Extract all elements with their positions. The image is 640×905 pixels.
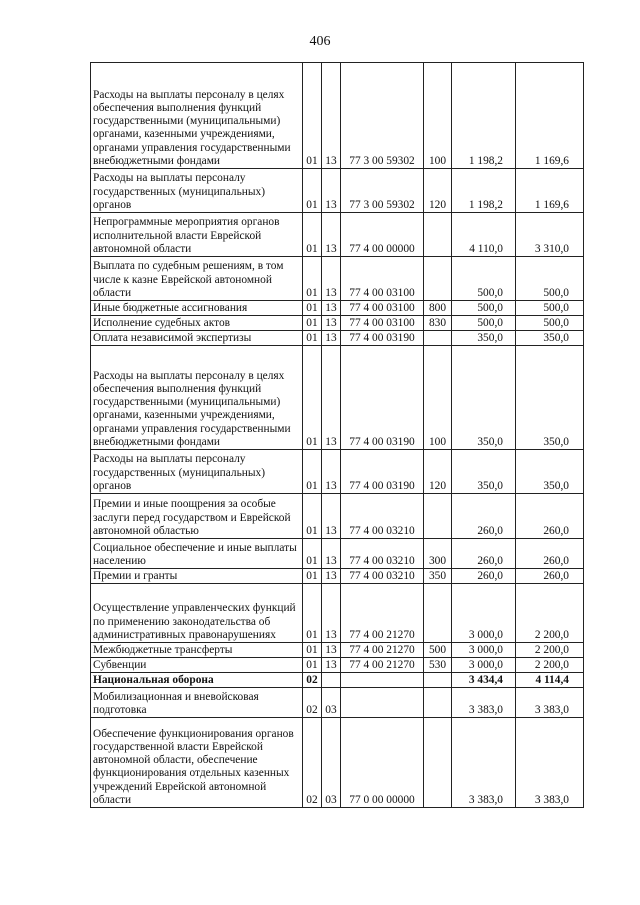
target-article-code: 77 0 00 00000 (341, 718, 424, 808)
amount-year-1: 1 198,2 (452, 169, 516, 213)
subsection-code: 13 (322, 316, 341, 331)
table-row (91, 331, 584, 346)
section-code: 02 (303, 688, 322, 718)
item-name: Субвенции (91, 658, 303, 673)
subsection-code: 13 (322, 569, 341, 584)
item-name: Межбюджетные трансферты (91, 643, 303, 658)
expense-type-code: 800 (424, 301, 452, 316)
expense-type-code (424, 331, 452, 346)
amount-year-1: 500,0 (452, 316, 516, 331)
amount-year-1: 3 383,0 (452, 688, 516, 718)
amount-year-1: 3 000,0 (452, 584, 516, 643)
target-article-code: 77 4 00 21270 (341, 658, 424, 673)
amount-year-2: 350,0 (516, 331, 584, 346)
expense-type-code (424, 494, 452, 539)
subsection-code: 13 (322, 346, 341, 450)
amount-year-2: 2 200,0 (516, 584, 584, 643)
amount-year-1: 260,0 (452, 569, 516, 584)
amount-year-1: 500,0 (452, 301, 516, 316)
target-article-code: 77 3 00 59302 (341, 169, 424, 213)
section-code: 01 (303, 494, 322, 539)
amount-year-2: 3 383,0 (516, 688, 584, 718)
subsection-code: 03 (322, 688, 341, 718)
amount-year-1: 1 198,2 (452, 63, 516, 169)
amount-year-1: 3 434,4 (452, 673, 516, 688)
target-article-code: 77 4 00 03210 (341, 569, 424, 584)
table-row (91, 688, 584, 718)
amount-year-1: 3 000,0 (452, 658, 516, 673)
item-name: Национальная оборона (91, 673, 303, 688)
expense-type-code: 830 (424, 316, 452, 331)
section-code: 01 (303, 331, 322, 346)
section-code: 01 (303, 301, 322, 316)
target-article-code: 77 4 00 21270 (341, 584, 424, 643)
table-row (91, 301, 584, 316)
table-row (91, 63, 584, 169)
section-code: 01 (303, 346, 322, 450)
subsection-code: 13 (322, 63, 341, 169)
amount-year-2: 350,0 (516, 346, 584, 450)
expense-type-code: 100 (424, 346, 452, 450)
amount-year-2: 3 310,0 (516, 213, 584, 257)
table-row (91, 213, 584, 257)
item-name: Расходы на выплаты персоналу в целях обеспечения выполнения функций государственными (муниципальными) органами, казенными учреждениями, органами управления государственными внебюджетными фондами (91, 63, 303, 169)
amount-year-2: 260,0 (516, 569, 584, 584)
target-article-code: 77 4 00 03100 (341, 316, 424, 331)
table-row (91, 346, 584, 450)
subsection-code: 13 (322, 169, 341, 213)
table-row (91, 539, 584, 569)
target-article-code: 77 4 00 03100 (341, 301, 424, 316)
subsection-code (322, 673, 341, 688)
item-name: Непрограммные мероприятия органов исполнительной власти Еврейской автономной области (91, 213, 303, 257)
expense-type-code: 350 (424, 569, 452, 584)
section-code: 01 (303, 213, 322, 257)
table-row (91, 257, 584, 301)
section-code: 01 (303, 539, 322, 569)
section-code: 01 (303, 316, 322, 331)
amount-year-2: 2 200,0 (516, 643, 584, 658)
subsection-code: 13 (322, 331, 341, 346)
item-name: Выплата по судебным решениям, в том числе к казне Еврейской автономной области (91, 257, 303, 301)
table-row (91, 569, 584, 584)
subsection-code: 03 (322, 718, 341, 808)
expense-type-code: 100 (424, 63, 452, 169)
expense-type-code (424, 257, 452, 301)
section-code: 01 (303, 450, 322, 494)
target-article-code: 77 4 00 00000 (341, 213, 424, 257)
item-name: Осуществление управленческих функций по применению законодательства об административных правонарушениях (91, 584, 303, 643)
amount-year-1: 260,0 (452, 539, 516, 569)
section-code: 02 (303, 673, 322, 688)
amount-year-2: 260,0 (516, 539, 584, 569)
amount-year-2: 1 169,6 (516, 63, 584, 169)
subsection-code: 13 (322, 494, 341, 539)
item-name: Мобилизационная и вневойсковая подготовка (91, 688, 303, 718)
subsection-code: 13 (322, 643, 341, 658)
item-name: Оплата независимой экспертизы (91, 331, 303, 346)
table-row (91, 169, 584, 213)
expense-type-code: 300 (424, 539, 452, 569)
target-article-code: 77 4 00 03190 (341, 346, 424, 450)
expense-type-code: 530 (424, 658, 452, 673)
item-name: Премии и гранты (91, 569, 303, 584)
amount-year-2: 3 383,0 (516, 718, 584, 808)
amount-year-2: 1 169,6 (516, 169, 584, 213)
section-code: 02 (303, 718, 322, 808)
target-article-code (341, 673, 424, 688)
expense-type-code (424, 213, 452, 257)
amount-year-2: 500,0 (516, 301, 584, 316)
item-name: Расходы на выплаты персоналу государственных (муниципальных) органов (91, 169, 303, 213)
target-article-code: 77 4 00 03190 (341, 450, 424, 494)
section-code: 01 (303, 569, 322, 584)
section-code: 01 (303, 643, 322, 658)
table-body (91, 63, 584, 808)
section-code: 01 (303, 169, 322, 213)
expense-type-code (424, 718, 452, 808)
target-article-code: 77 4 00 03190 (341, 331, 424, 346)
expense-type-code: 120 (424, 169, 452, 213)
target-article-code: 77 4 00 21270 (341, 643, 424, 658)
item-name: Обеспечение функционирования органов государственной власти Еврейской автономной области, обеспечение функционирования отдельных казенных учреждений Еврейской автономной области (91, 718, 303, 808)
table-row (91, 584, 584, 643)
target-article-code: 77 4 00 03100 (341, 257, 424, 301)
subsection-code: 13 (322, 539, 341, 569)
amount-year-1: 350,0 (452, 331, 516, 346)
amount-year-1: 350,0 (452, 450, 516, 494)
subsection-code: 13 (322, 658, 341, 673)
amount-year-2: 500,0 (516, 316, 584, 331)
amount-year-1: 3 383,0 (452, 718, 516, 808)
table-row (91, 450, 584, 494)
expense-type-code (424, 673, 452, 688)
table-row (91, 718, 584, 808)
table-row (91, 673, 584, 688)
item-name: Иные бюджетные ассигнования (91, 301, 303, 316)
table-row (91, 658, 584, 673)
subsection-code: 13 (322, 584, 341, 643)
amount-year-2: 350,0 (516, 450, 584, 494)
subsection-code: 13 (322, 213, 341, 257)
item-name: Расходы на выплаты персоналу государственных (муниципальных) органов (91, 450, 303, 494)
amount-year-1: 500,0 (452, 257, 516, 301)
amount-year-2: 260,0 (516, 494, 584, 539)
amount-year-1: 350,0 (452, 346, 516, 450)
item-name: Социальное обеспечение и иные выплаты населению (91, 539, 303, 569)
section-code: 01 (303, 584, 322, 643)
expense-type-code (424, 584, 452, 643)
amount-year-2: 2 200,0 (516, 658, 584, 673)
expense-type-code: 120 (424, 450, 452, 494)
table-row (91, 494, 584, 539)
subsection-code: 13 (322, 257, 341, 301)
subsection-code: 13 (322, 450, 341, 494)
budget-table (90, 62, 584, 808)
section-code: 01 (303, 257, 322, 301)
target-article-code: 77 4 00 03210 (341, 494, 424, 539)
section-code: 01 (303, 63, 322, 169)
item-name: Премии и иные поощрения за особые заслуги перед государством и Еврейской автономной областью (91, 494, 303, 539)
expense-type-code: 500 (424, 643, 452, 658)
section-code: 01 (303, 658, 322, 673)
target-article-code: 77 4 00 03210 (341, 539, 424, 569)
item-name: Расходы на выплаты персоналу в целях обеспечения выполнения функций государственными (муниципальными) органами, казенными учреждениями, органами управления государственными внебюджетными фондами (91, 346, 303, 450)
amount-year-1: 260,0 (452, 494, 516, 539)
expense-type-code (424, 688, 452, 718)
target-article-code (341, 688, 424, 718)
item-name: Исполнение судебных актов (91, 316, 303, 331)
table-row (91, 316, 584, 331)
amount-year-2: 500,0 (516, 257, 584, 301)
amount-year-1: 4 110,0 (452, 213, 516, 257)
target-article-code: 77 3 00 59302 (341, 63, 424, 169)
table-row (91, 643, 584, 658)
subsection-code: 13 (322, 301, 341, 316)
amount-year-1: 3 000,0 (452, 643, 516, 658)
page-number: 406 (309, 34, 331, 49)
amount-year-2: 4 114,4 (516, 673, 584, 688)
